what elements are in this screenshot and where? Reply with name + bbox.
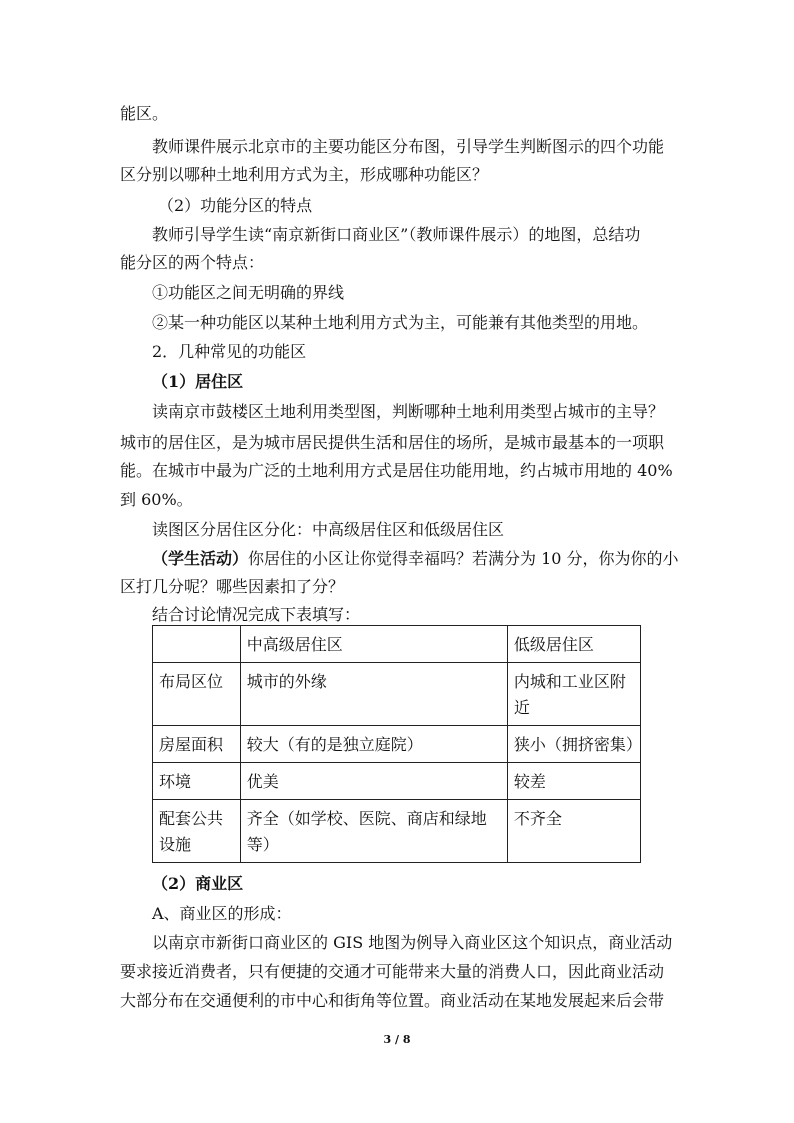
- table-row: [153, 763, 641, 800]
- comparison-table: [152, 625, 641, 863]
- table-header-cell: [153, 626, 241, 663]
- table-cell: 齐全（如学校、医院、商店和绿地等）: [240, 800, 507, 863]
- paragraph-line: 以南京市新街口商业区的 GIS 地图为例导入商业区这个知识点，商业活动: [152, 933, 673, 952]
- table-row: [153, 663, 641, 726]
- paragraph-line: 到 60%。: [120, 490, 193, 509]
- activity-label: （学生活动）: [152, 549, 249, 568]
- activity-text: 你居住的小区让你觉得幸福吗？若满分为 10 分，你为你的小: [248, 549, 679, 568]
- paragraph-line: 能。在城市中最为广泛的土地利用方式是居住功能用地，约占城市用地的 40%: [120, 461, 673, 480]
- table-header-row: [153, 626, 641, 663]
- table-cell: 城市的外缘: [240, 663, 507, 726]
- paragraph-line: 能区。: [120, 104, 169, 123]
- table-cell: 不齐全: [507, 800, 640, 863]
- paragraph-line: A、商业区的形成：: [152, 904, 292, 923]
- section-heading: （2）商业区: [152, 874, 244, 893]
- table-header-cell: 中高级居住区: [240, 626, 507, 663]
- table-cell: 较差: [507, 763, 640, 800]
- list-item: ②某一种功能区以某种土地利用方式为主，可能兼有其他类型的用地。: [152, 313, 649, 332]
- table-cell: 内城和工业区附近: [507, 663, 640, 726]
- paragraph-line: 读南京市鼓楼区土地利用类型图，判断哪种土地利用类型占城市的主导？: [152, 402, 665, 421]
- table-cell: 环境: [153, 763, 241, 800]
- section-heading: （2）功能分区的特点: [158, 196, 313, 215]
- list-item: ①功能区之间无明确的界线: [152, 283, 345, 302]
- paragraph-line: [152, 549, 712, 569]
- paragraph-line: 结合讨论情况完成下表填写：: [152, 605, 361, 624]
- table-row: [153, 726, 641, 763]
- table-cell: 狭小（拥挤密集）: [507, 726, 640, 763]
- table-cell: 布局区位: [153, 663, 241, 726]
- table-cell: 较大（有的是独立庭院）: [240, 726, 507, 763]
- paragraph-line: 能分区的两个特点：: [120, 253, 265, 272]
- paragraph-line: 要求接近消费者，只有便捷的交通才可能带来大量的消费人口，因此商业活动: [120, 962, 665, 981]
- table-cell: 房屋面积: [153, 726, 241, 763]
- page-number: 3 / 8: [383, 1033, 411, 1046]
- paragraph-line: 城市的居住区，是为城市居民提供生活和居住的场所，是城市最基本的一项职: [120, 433, 665, 452]
- paragraph-line: 教师引导学生读“南京新街口商业区”（教师课件展示）的地图，总结功: [152, 225, 641, 244]
- section-heading: （1）居住区: [152, 372, 244, 391]
- paragraph-line: 读图区分居住区分化：中高级居住区和低级居住区: [152, 520, 505, 539]
- paragraph-line: 区分别以哪种土地利用方式为主，形成哪种功能区？: [120, 165, 489, 184]
- table-header-cell: 低级居住区: [507, 626, 640, 663]
- table-cell: 配套公共设施: [153, 800, 241, 863]
- paragraph-line: 大部分布在交通便利的市中心和街角等位置。商业活动在某地发展起来后会带: [120, 991, 665, 1010]
- table-row: [153, 800, 641, 863]
- section-heading: 2．几种常见的功能区: [152, 342, 307, 361]
- table-cell: 优美: [240, 763, 507, 800]
- paragraph-line: 教师课件展示北京市的主要功能区分布图，引导学生判断图示的四个功能: [152, 137, 665, 156]
- paragraph-line: 区打几分呢？哪些因素扣了分？: [120, 577, 345, 596]
